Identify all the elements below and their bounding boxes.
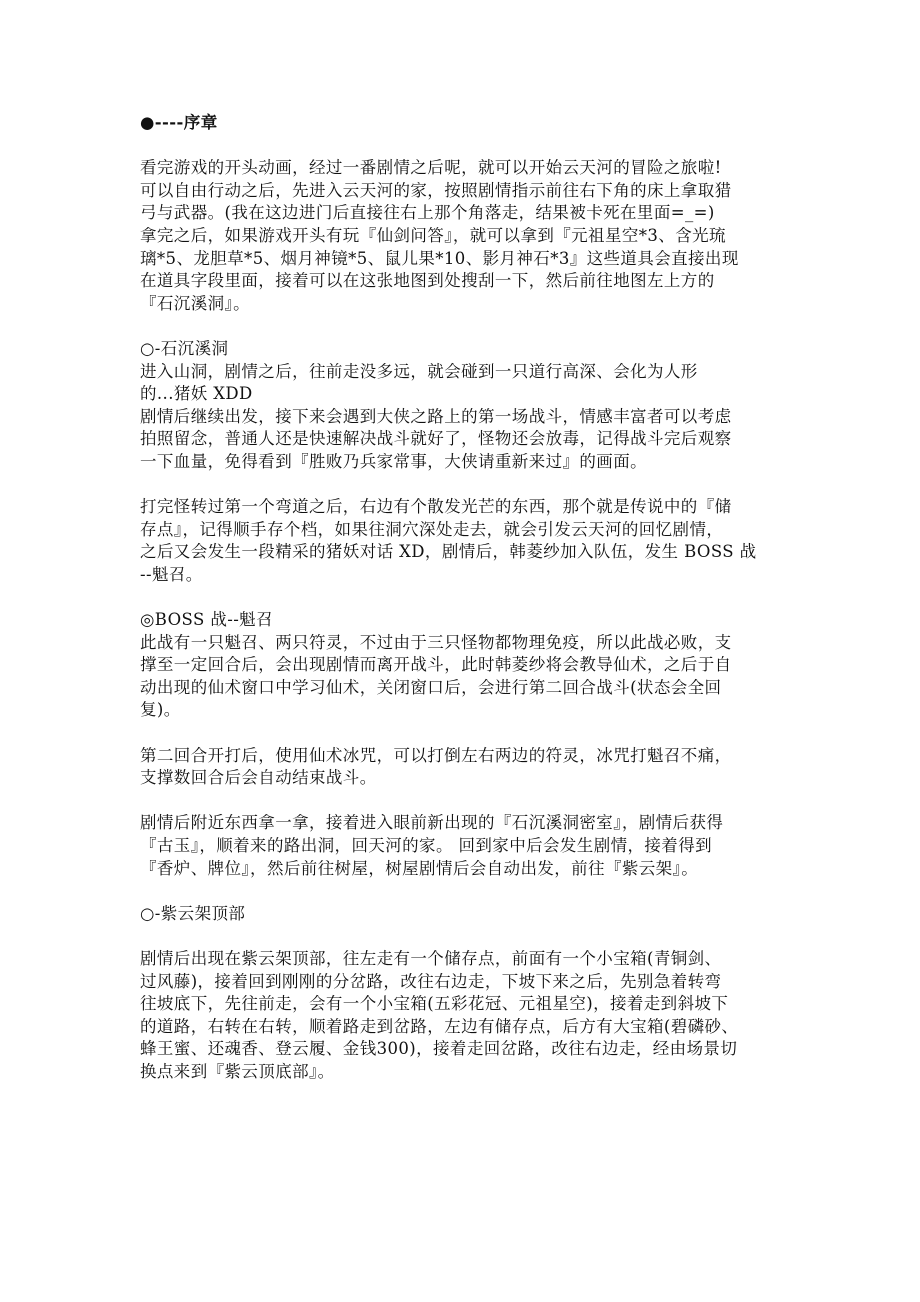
paragraph: [140, 812, 790, 880]
paragraph: [140, 948, 790, 1084]
text-line: ○-紫云架顶部: [140, 903, 246, 923]
text-line: 复)。: [140, 700, 181, 720]
text-line: 动出现的仙术窗口中学习仙术，关闭窗口后，会进行第二回合战斗(状态会全回: [140, 677, 722, 697]
paragraph-gap: [140, 790, 790, 813]
text-line: 存点』，记得顺手存个档，如果往洞穴深处走去，就会引发云天河的回忆剧情，: [140, 519, 724, 539]
text-line: 剧情后继续出发，接下来会遇到大侠之路上的第一场战斗，情感丰富者可以考虑: [140, 406, 732, 426]
paragraph: [140, 609, 790, 722]
text-line: 往坡底下，先往前走，会有一个小宝箱(五彩花冠、元祖星空)，接着走到斜坡下: [140, 994, 729, 1014]
text-line: 『香炉、牌位』，然后前往树屋，树屋剧情后会自动出发，前往『紫云架』。: [140, 858, 699, 878]
text-line: 看完游戏的开头动画，经过一番剧情之后呢，就可以开始云天河的冒险之旅啦!: [140, 158, 722, 178]
text-line: 换点来到『紫云顶底部』。: [140, 1061, 335, 1081]
paragraph: [140, 903, 790, 926]
text-line: 在道具字段里面，接着可以在这张地图到处搜刮一下，然后前往地图左上方的: [140, 271, 715, 291]
paragraph: [140, 496, 790, 586]
text-line: 璃*5、龙胆草*5、烟月神镜*5、鼠儿果*10、影月神石*3』这些道具会直接出现: [140, 248, 739, 268]
paragraph-gap: [140, 880, 790, 903]
text-line: 支撑数回合后会自动结束战斗。: [140, 768, 377, 788]
text-line: 的道路，右转在右转，顺着路走到岔路，左边有储存点，后方有大宝箱(碧磷砂、: [140, 1016, 739, 1036]
paragraph-gap: [140, 586, 790, 609]
section-heading: [140, 112, 790, 135]
text-line: 『古玉』，顺着来的路出洞，回天河的家。 回到家中后会发生剧情，接着得到: [140, 836, 712, 855]
text-line: ○-石沉溪洞: [140, 338, 229, 358]
paragraph: [140, 338, 790, 474]
text-line: 撑至一定回合后，会出现剧情而离开战斗，此时韩菱纱将会教导仙术，之后于自: [140, 655, 732, 675]
text-line: 的...猪妖 XDD: [140, 384, 253, 404]
paragraph-gap: [140, 925, 790, 948]
text-line: 打完怪转过第一个弯道之后，右边有个散发光芒的东西，那个就是传说中的『储: [140, 497, 732, 517]
text-line: 弓与武器。(我在这边进门后直接往右上那个角落走，结果被卡死在里面=_=): [140, 203, 715, 223]
text-line: 拍照留念，普通人还是快速解决战斗就好了，怪物还会放毒，记得战斗完后观察: [140, 429, 732, 449]
text-line: 此战有一只魁召、两只符灵，不过由于三只怪物都物理免疫，所以此战必败，支: [140, 632, 732, 652]
paragraph: [140, 745, 790, 790]
document-body: [140, 112, 790, 1084]
text-line: 第二回合开打后，使用仙术冰咒，可以打倒左右两边的符灵，冰咒打魁召不痛，: [140, 745, 732, 765]
paragraph-gap: [140, 722, 790, 745]
text-line: 剧情后附近东西拿一拿，接着进入眼前新出现的『石沉溪洞密室』，剧情后获得: [140, 813, 724, 833]
text-line: 过风藤)，接着回到刚刚的分岔路，改往右边走，下坡下来之后，先别急着转弯: [140, 971, 722, 991]
text-line: 可以自由行动之后，先进入云天河的家，按照剧情指示前往右下角的床上拿取猎: [140, 180, 732, 200]
text-line: 剧情后出现在紫云架顶部，往左走有一个储存点，前面有一个小宝箱(青铜剑、: [140, 948, 722, 968]
paragraph: [140, 157, 790, 315]
text-line: 一下血量，免得看到『胜败乃兵家常事，大侠请重新来过』的画面。: [140, 451, 647, 471]
text-line: ◎BOSS 战--魁召: [140, 610, 273, 630]
text-line: 蜂王蜜、还魂香、登云履、金钱300)，接着走回岔路，改往右边走，经由场景切: [140, 1039, 738, 1059]
text-line: ●----序章: [140, 113, 218, 132]
text-line: 拿完之后，如果游戏开头有玩『仙剑问答』，就可以拿到『元祖星空*3、含光琉: [140, 225, 726, 245]
text-line: --魁召。: [140, 564, 203, 584]
text-line: 『石沉溪洞』。: [140, 293, 251, 313]
paragraph-gap: [140, 135, 790, 158]
text-line: 进入山洞，剧情之后，往前走没多远，就会碰到一只道行高深、会化为人形: [140, 361, 698, 381]
paragraph-gap: [140, 474, 790, 497]
text-line: 之后又会发生一段精采的猪妖对话 XD，剧情后，韩菱纱加入队伍，发生 BOSS 战: [140, 542, 757, 562]
paragraph-gap: [140, 315, 790, 338]
